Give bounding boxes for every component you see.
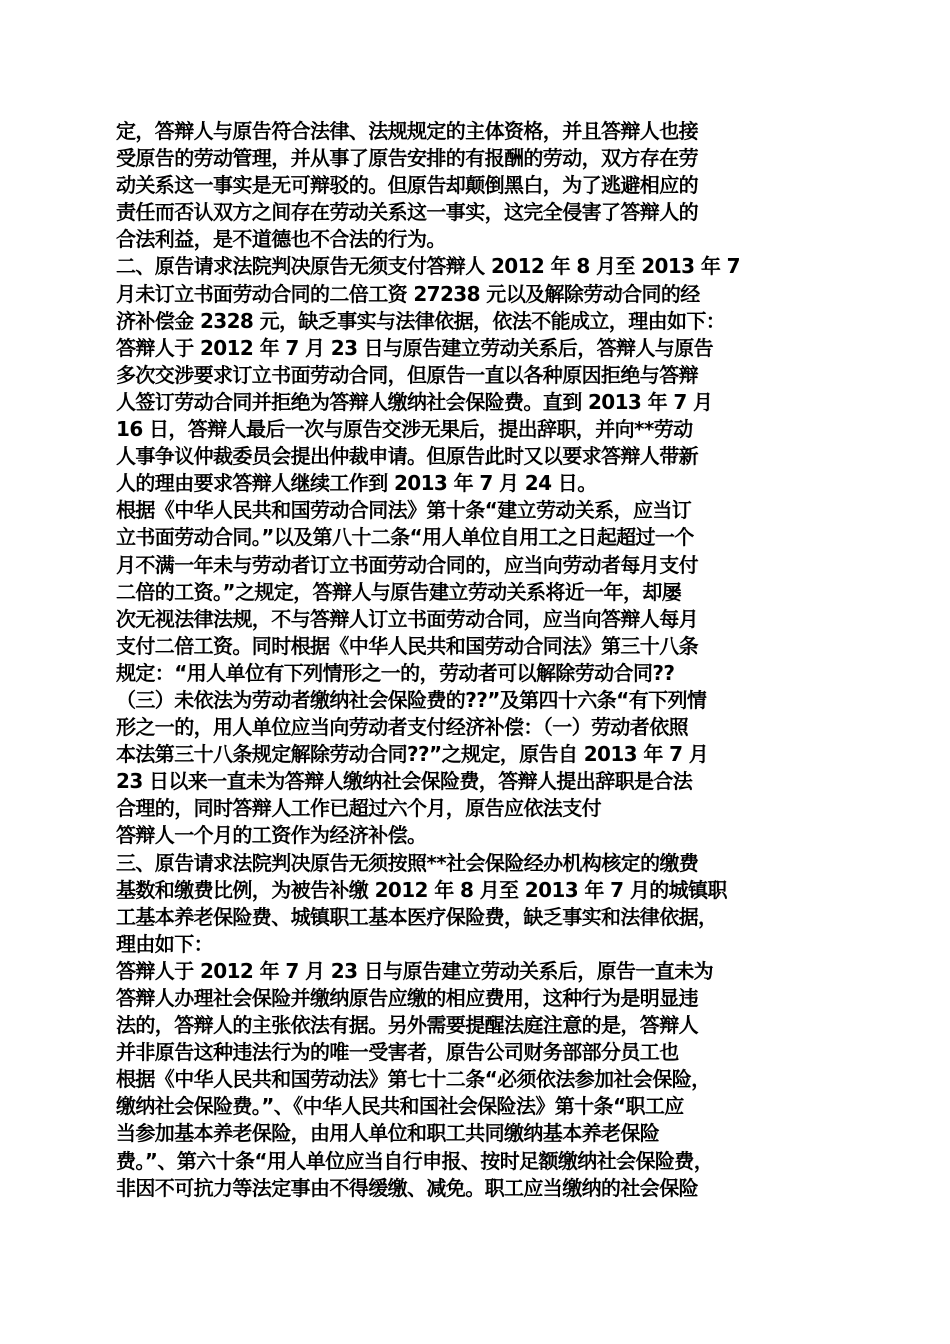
text-line: 责任而否认双方之间存在劳动关系这一事实，这完全侵害了答辩人的 [116, 200, 698, 225]
text-line: 法的，答辩人的主张依法有据。另外需要提醒法庭注意的是，答辩人 [116, 1013, 698, 1038]
text-line: 人事争议仲裁委员会提出仲裁申请。但原告此时又以要求答辩人带新 [116, 444, 698, 469]
text-line: 答辩人办理社会保险并缴纳原告应缴的相应费用，这种行为是明显违 [116, 986, 698, 1010]
text-line: 月未订立书面劳动合同的二倍工资 27238 元以及解除劳动合同的经 [116, 281, 700, 306]
section-heading-2: 二、原告请求法院判决原告无须支付答辩人 2012 年 8 月至 2013 年 7 [116, 254, 740, 279]
text-line: 受原告的劳动管理，并从事了原告安排的有报酬的劳动，双方存在劳 [116, 146, 698, 171]
text-line: 理由如下： [116, 931, 213, 956]
text-line: 本法第三十八条规定解除劳动合同??”之规定，原告自 2013 年 7 月 [116, 742, 709, 767]
text-line: 多次交涉要求订立书面劳动合同，但原告一直以各种原因拒绝与答辩 [116, 362, 698, 387]
document-body [116, 118, 856, 1202]
text-line: 合理的，同时答辩人工作已超过六个月，原告应依法支付 [116, 796, 601, 821]
text-line: 合法利益，是不道德也不合法的行为。 [116, 227, 446, 252]
text-line: 并非原告这种违法行为的唯一受害者，原告公司财务部部分员工也 [116, 1040, 679, 1065]
text-line: 支付二倍工资。同时根据《中华人民共和国劳动合同法》第三十八条 [116, 633, 698, 658]
text-line: 根据《中华人民共和国劳动合同法》第十条“建立劳动关系，应当订 [116, 498, 692, 523]
text-line: 形之一的，用人单位应当向劳动者支付经济补偿：（一）劳动者依照 [116, 715, 688, 740]
text-line: 立书面劳动合同。”以及第八十二条“用人单位自用工之日起超过一个 [116, 525, 694, 550]
text-line: 答辩人于 2012 年 7 月 23 日与原告建立劳动关系后，答辩人与原告 [116, 335, 713, 360]
text-line: 基数和缴费比例，为被告补缴 2012 年 8 月至 2013 年 7 月的城镇职 [116, 877, 727, 902]
text-line: 二倍的工资。”之规定，答辩人与原告建立劳动关系将近一年，却屡 [116, 579, 682, 604]
text-line: 费。”、第六十条“用人单位应当自行申报、按时足额缴纳社会保险费， [116, 1148, 714, 1173]
text-line: 人的理由要求答辩人继续工作到 2013 年 7 月 24 日。 [116, 471, 597, 496]
text-line: 当参加基本养老保险，由用人单位和职工共同缴纳基本养老保险 [116, 1121, 660, 1146]
text-line: 工基本养老保险费、城镇职工基本医疗保险费，缺乏事实和法律依据， [116, 904, 718, 929]
text-line: 非因不可抗力等法定事由不得缓缴、减免。职工应当缴纳的社会保险 [116, 1175, 698, 1200]
text-line: 23 日以来一直未为答辩人缴纳社会保险费，答辩人提出辞职是合法 [116, 769, 693, 794]
text-line: 动关系这一事实是无可辩驳的。但原告却颠倒黑白，为了逃避相应的 [116, 173, 698, 198]
text-line: 答辩人一个月的工资作为经济补偿。 [116, 823, 427, 848]
text-line: 济补偿金 2328 元，缺乏事实与法律依据，依法不能成立，理由如下： [116, 308, 726, 333]
text-line: 答辩人于 2012 年 7 月 23 日与原告建立劳动关系后，原告一直未为 [116, 958, 713, 983]
text-line: 规定：“用人单位有下列情形之一的，劳动者可以解除劳动合同?? [116, 660, 675, 685]
text-line: 根据《中华人民共和国劳动法》第七十二条“必须依法参加社会保险， [116, 1067, 711, 1092]
text-line: 月不满一年未与劳动者订立书面劳动合同的，应当向劳动者每月支付 [116, 552, 698, 577]
text-line: 人签订劳动合同并拒绝为答辩人缴纳社会保险费。直到 2013 年 7 月 [116, 389, 713, 414]
text-line: 16 日，答辩人最后一次与原告交涉无果后，提出辞职，并向**劳动 [116, 417, 693, 442]
text-line: 缴纳社会保险费。”、《中华人民共和国社会保险法》第十条“职工应 [116, 1094, 684, 1119]
section-heading-3: 三、原告请求法院判决原告无须按照**社会保险经办机构核定的缴费 [116, 850, 699, 875]
text-line: （三）未依法为劳动者缴纳社会保险费的??”及第四十六条“有下列情 [116, 687, 707, 712]
text-line: 定，答辩人与原告符合法律、法规规定的主体资格，并且答辩人也接 [116, 119, 698, 143]
text-line: 次无视法律法规，不与答辩人订立书面劳动合同，应当向答辩人每月 [116, 606, 698, 631]
